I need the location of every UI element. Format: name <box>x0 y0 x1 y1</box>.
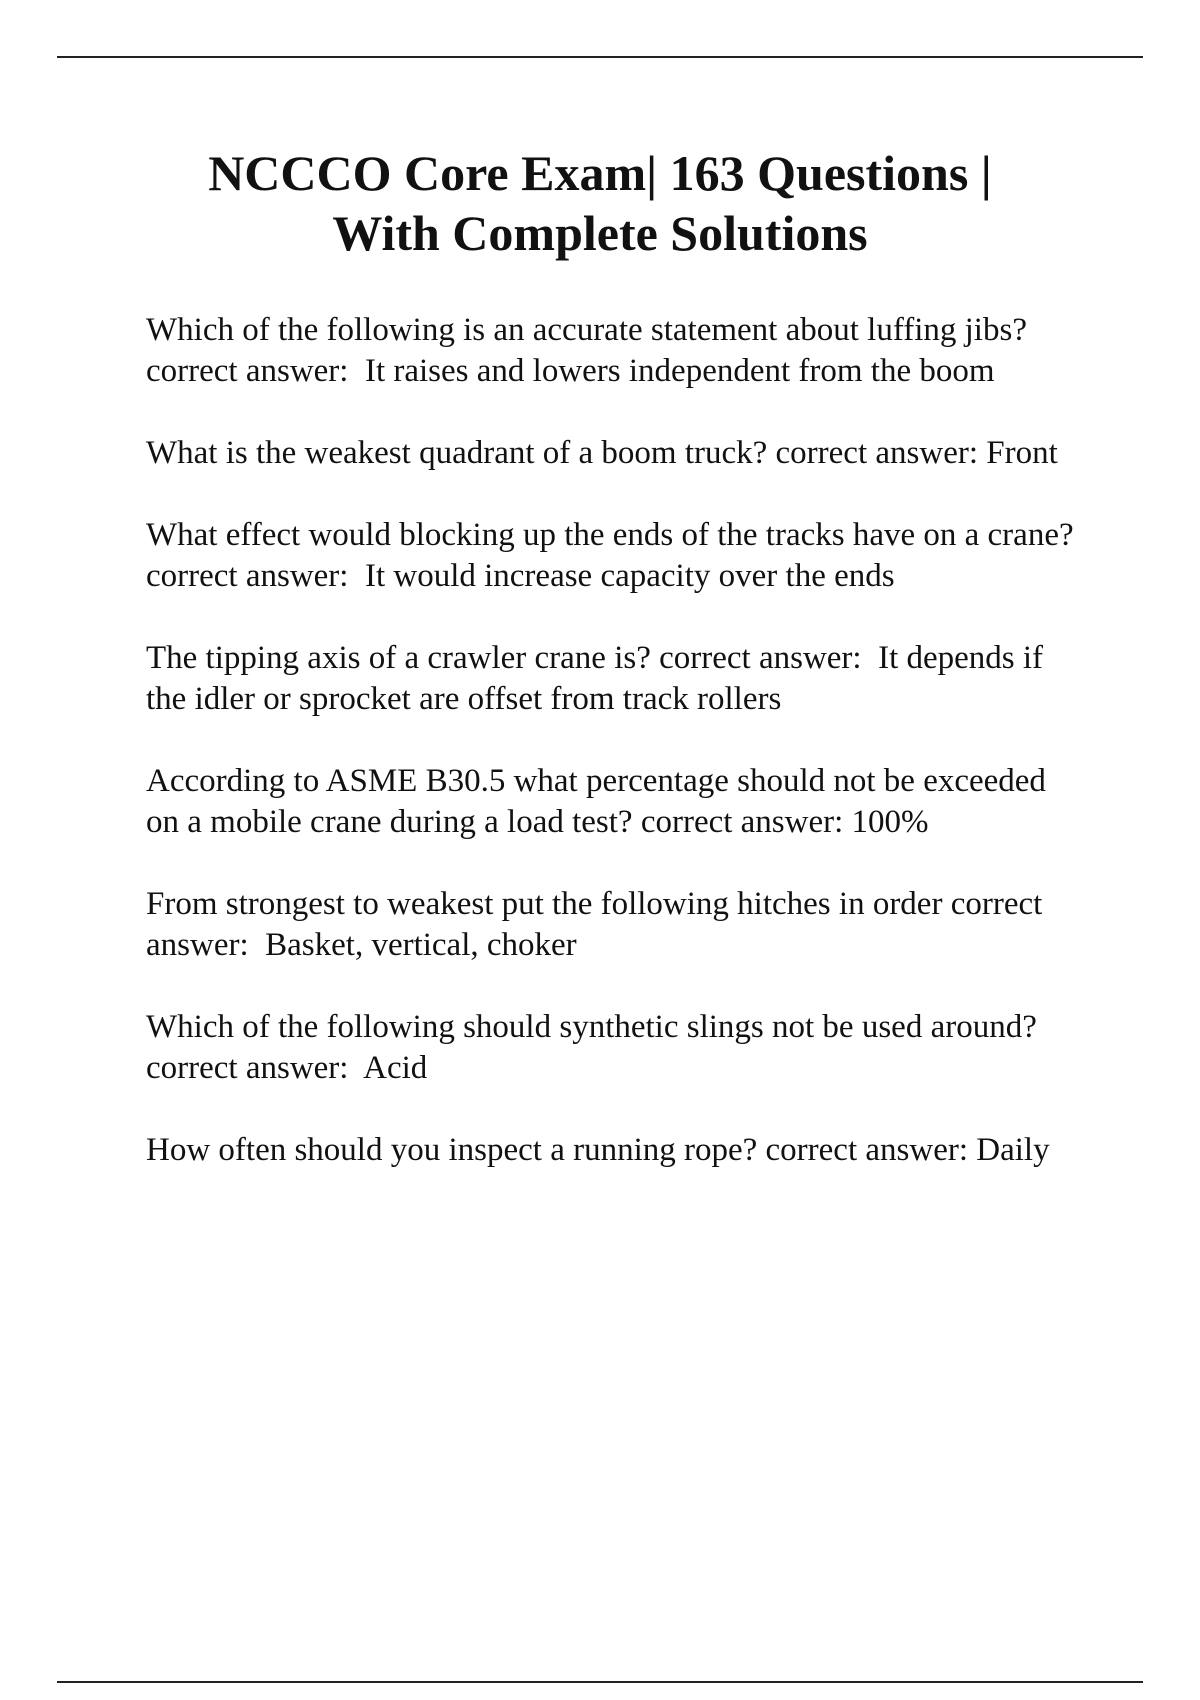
question-item: From strongest to weakest put the following hitches in order correct answer: Basket, vertical, choker <box>146 886 1051 963</box>
question-item: Which of the following should synthetic slings not be used around? correct answer: Acid <box>146 1009 1046 1086</box>
question-item: Which of the following is an accurate statement about luffing jibs? correct answer: It raises and lowers independent from the boom <box>146 312 1036 389</box>
question-list <box>146 310 1086 1212</box>
question-item: According to ASME B30.5 what percentage should not be exceeded on a mobile crane during a load test? correct answer: 100% <box>146 763 1055 840</box>
question-item: What effect would blocking up the ends of the tracks have on a crane? correct answer: It would increase capacity over the ends <box>146 517 1082 594</box>
header-rule <box>57 56 1143 58</box>
title-line-2: With Complete Solutions <box>332 205 868 261</box>
question-item: How often should you inspect a running rope? correct answer: Daily <box>146 1132 1050 1168</box>
document-title <box>100 143 1100 263</box>
title-line-1: NCCCO Core Exam| 163 Questions | <box>208 145 992 201</box>
question-item: What is the weakest quadrant of a boom truck? correct answer: Front <box>146 435 1058 471</box>
question-item: The tipping axis of a crawler crane is? correct answer: It depends if the idler or sprocket are offset from track rollers <box>146 640 1052 717</box>
footer-rule <box>57 1681 1143 1683</box>
